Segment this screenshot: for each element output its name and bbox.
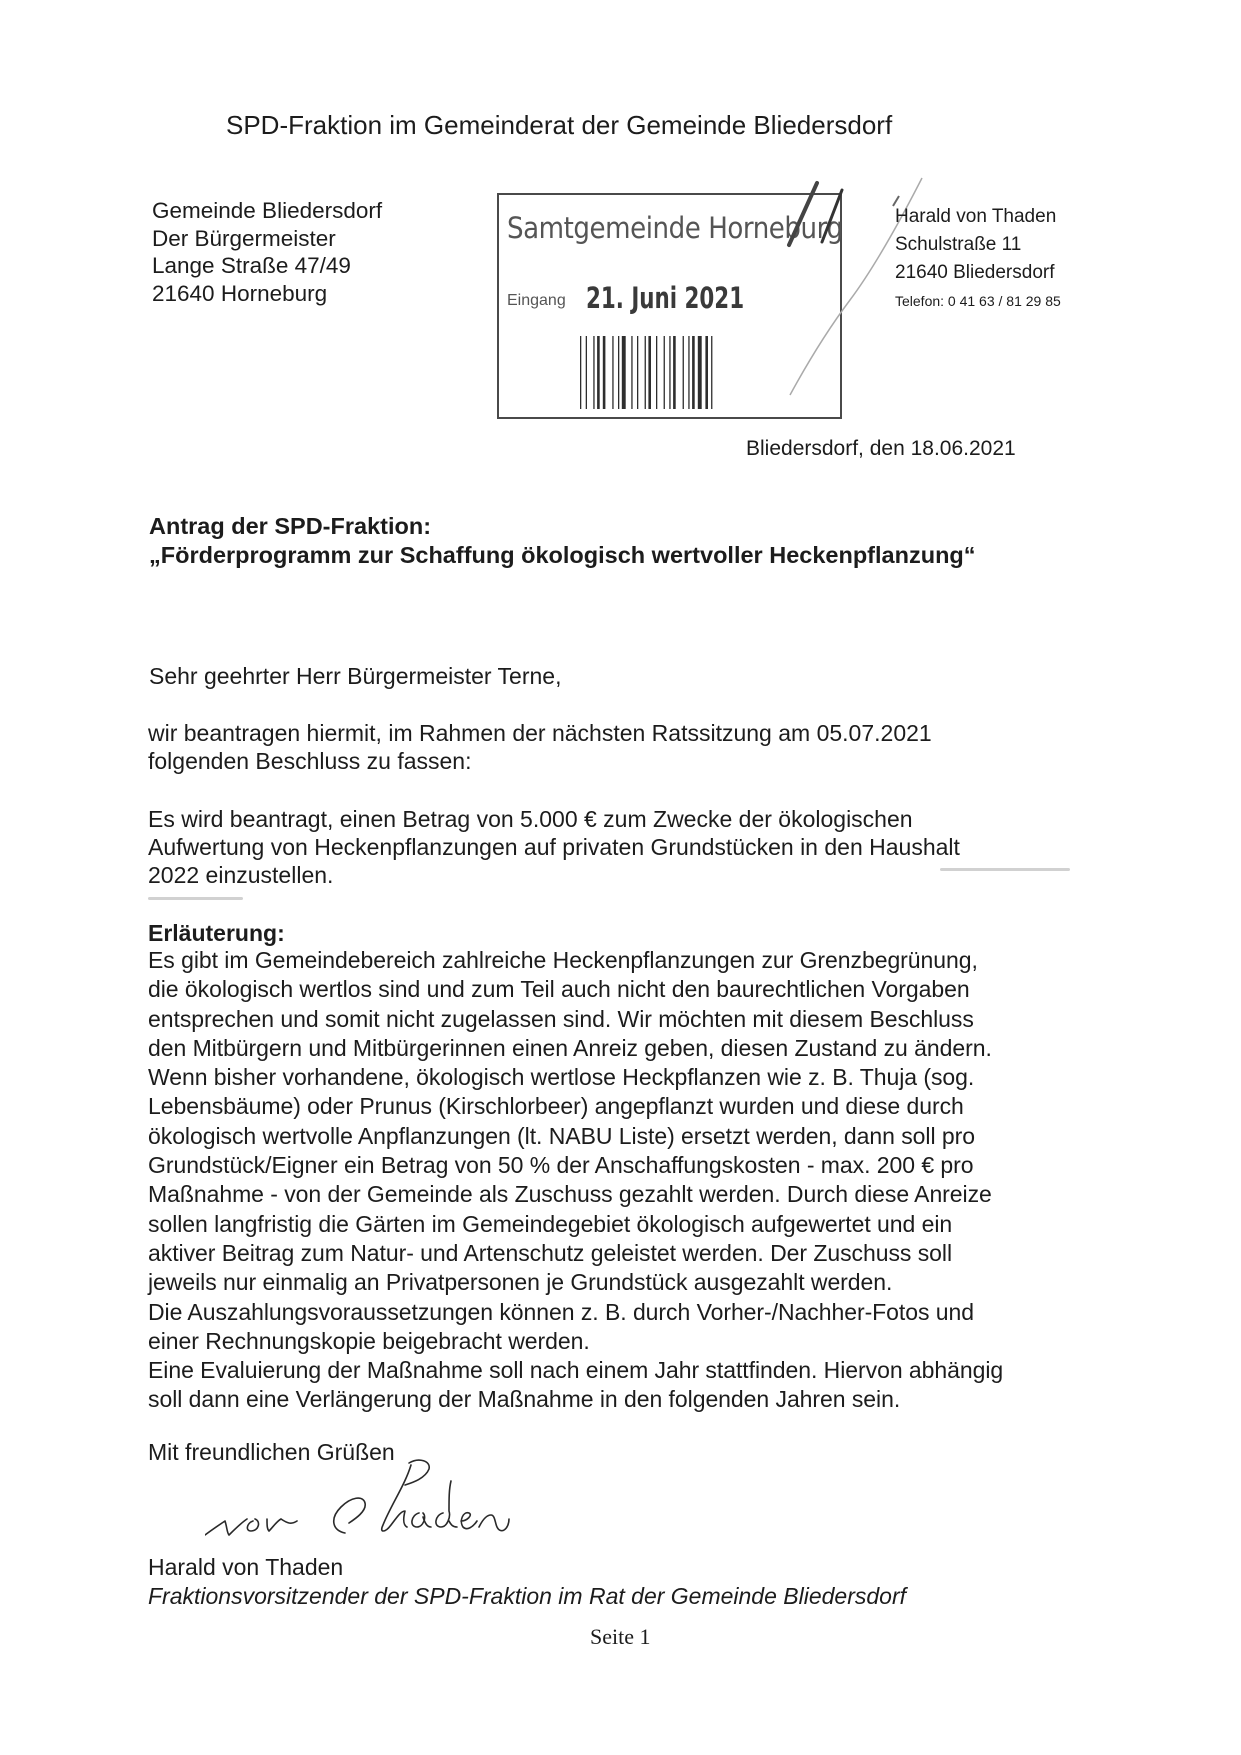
signer-name: Harald von Thaden — [148, 1554, 344, 1580]
stamp-label: Eingang — [507, 292, 566, 309]
motion-paragraph — [148, 805, 960, 889]
sender-address — [895, 203, 1061, 315]
organization-heading: SPD-Fraktion im Gemeinderat der Gemeinde Bliedersdorf — [226, 110, 893, 140]
paragraph-line: Maßnahme - von der Gemeinde als Zuschuss gezahlt werden. Durch diese Anreize — [148, 1181, 992, 1208]
recipient-address — [152, 197, 382, 307]
paragraph-line: jeweils nur einmalig an Privatpersonen je Grundstück ausgezahlt werden. — [148, 1269, 893, 1296]
receipt-stamp — [497, 193, 842, 419]
sender-street: Schulstraße 11 — [895, 234, 1022, 255]
signer-role: Fraktionsvorsitzender der SPD-Fraktion im Rat der Gemeinde Bliedersdorf — [148, 1583, 907, 1609]
closing: Mit freundlichen Grüßen — [148, 1439, 395, 1465]
recipient-line: Der Bürgermeister — [152, 225, 336, 251]
paragraph-line: folgenden Beschluss zu fassen: — [148, 748, 472, 774]
scan-artifact — [148, 897, 243, 900]
page-number: Seite 1 — [590, 1624, 651, 1649]
explanation-body — [148, 946, 1003, 1415]
paragraph-line: Aufwertung von Heckenpflanzungen auf privaten Grundstücken in den Haushalt — [148, 834, 960, 860]
subject-title: „Förderprogramm zur Schaffung ökologisch wertvoller Heckenpflanzung“ — [149, 542, 976, 568]
intro-paragraph — [148, 719, 932, 775]
handwritten-signature — [205, 1455, 585, 1565]
sender-name: Harald von Thaden — [895, 206, 1057, 227]
recipient-line: Gemeinde Bliedersdorf — [152, 198, 383, 223]
paragraph-line: soll dann eine Verlängerung der Maßnahme in den folgenden Jahren sein. — [148, 1386, 901, 1413]
paragraph-line: Die Auszahlungsvoraussetzungen können z. B. durch Vorher-/Nachher-Fotos und — [148, 1298, 975, 1325]
paragraph-line: den Mitbürgern und Mitbürgerinnen einen Anreiz geben, diesen Zustand zu ändern. — [148, 1034, 992, 1061]
sender-city: 21640 Bliedersdorf — [895, 262, 1055, 283]
salutation: Sehr geehrter Herr Bürgermeister Terne, — [149, 663, 562, 689]
subject-line: Antrag der SPD-Fraktion: — [149, 513, 432, 539]
barcode-icon — [579, 336, 757, 409]
paragraph-line: Grundstück/Eigner ein Betrag von 50 % der Anschaffungskosten - max. 200 € pro — [148, 1152, 974, 1179]
paragraph-line: Wenn bisher vorhandene, ökologisch wertlose Heckpflanzen wie z. B. Thuja (sog. — [148, 1064, 975, 1091]
paragraph-line: ökologisch wertvolle Anpflanzungen (lt. NABU Liste) ersetzt werden, dann soll pro — [148, 1122, 975, 1149]
paragraph-line: wir beantragen hiermit, im Rahmen der nächsten Ratssitzung am 05.07.2021 — [148, 720, 932, 746]
explanation-heading: Erläuterung: — [148, 920, 285, 946]
recipient-line: Lange Straße 47/49 — [152, 253, 351, 278]
paragraph-line: einer Rechnungskopie beigebracht werden. — [148, 1327, 590, 1354]
sender-phone: Telefon: 0 41 63 / 81 29 85 — [895, 293, 1061, 309]
paragraph-line: aktiver Beitrag zum Natur- und Artenschutz geleistet werden. Der Zuschuss soll — [148, 1239, 953, 1266]
stamp-organization: Samtgemeinde Horneburg — [507, 211, 843, 245]
paragraph-line: 2022 einzustellen. — [148, 862, 334, 888]
place-and-date: Bliedersdorf, den 18.06.2021 — [746, 437, 1016, 460]
scan-artifact — [940, 868, 1070, 871]
recipient-line: 21640 Horneburg — [152, 280, 328, 306]
paragraph-line: sollen langfristig die Gärten im Gemeindegebiet ökologisch aufgewertet und ein — [148, 1210, 953, 1237]
subject — [149, 512, 976, 570]
paragraph-line: entsprechen und somit nicht zugelassen sind. Wir möchten mit diesem Beschluss — [148, 1005, 974, 1032]
paragraph-line: Es gibt im Gemeindebereich zahlreiche Heckenpflanzungen zur Grenzbegrünung, — [148, 947, 978, 973]
paragraph-line: Eine Evaluierung der Maßnahme soll nach einem Jahr stattfinden. Hiervon abhängig — [148, 1357, 1004, 1384]
paragraph-line: Lebensbäume) oder Prunus (Kirschlorbeer) angepflanzt wurden und diese durch — [148, 1093, 964, 1120]
paragraph-line: die ökologisch wertlos sind und zum Teil auch nicht den baurechtlichen Vorgaben — [148, 976, 970, 1003]
stamp-date: 21. Juni 2021 — [586, 281, 745, 315]
paragraph-line: Es wird beantragt, einen Betrag von 5.000 € zum Zwecke der ökologischen — [148, 806, 913, 832]
